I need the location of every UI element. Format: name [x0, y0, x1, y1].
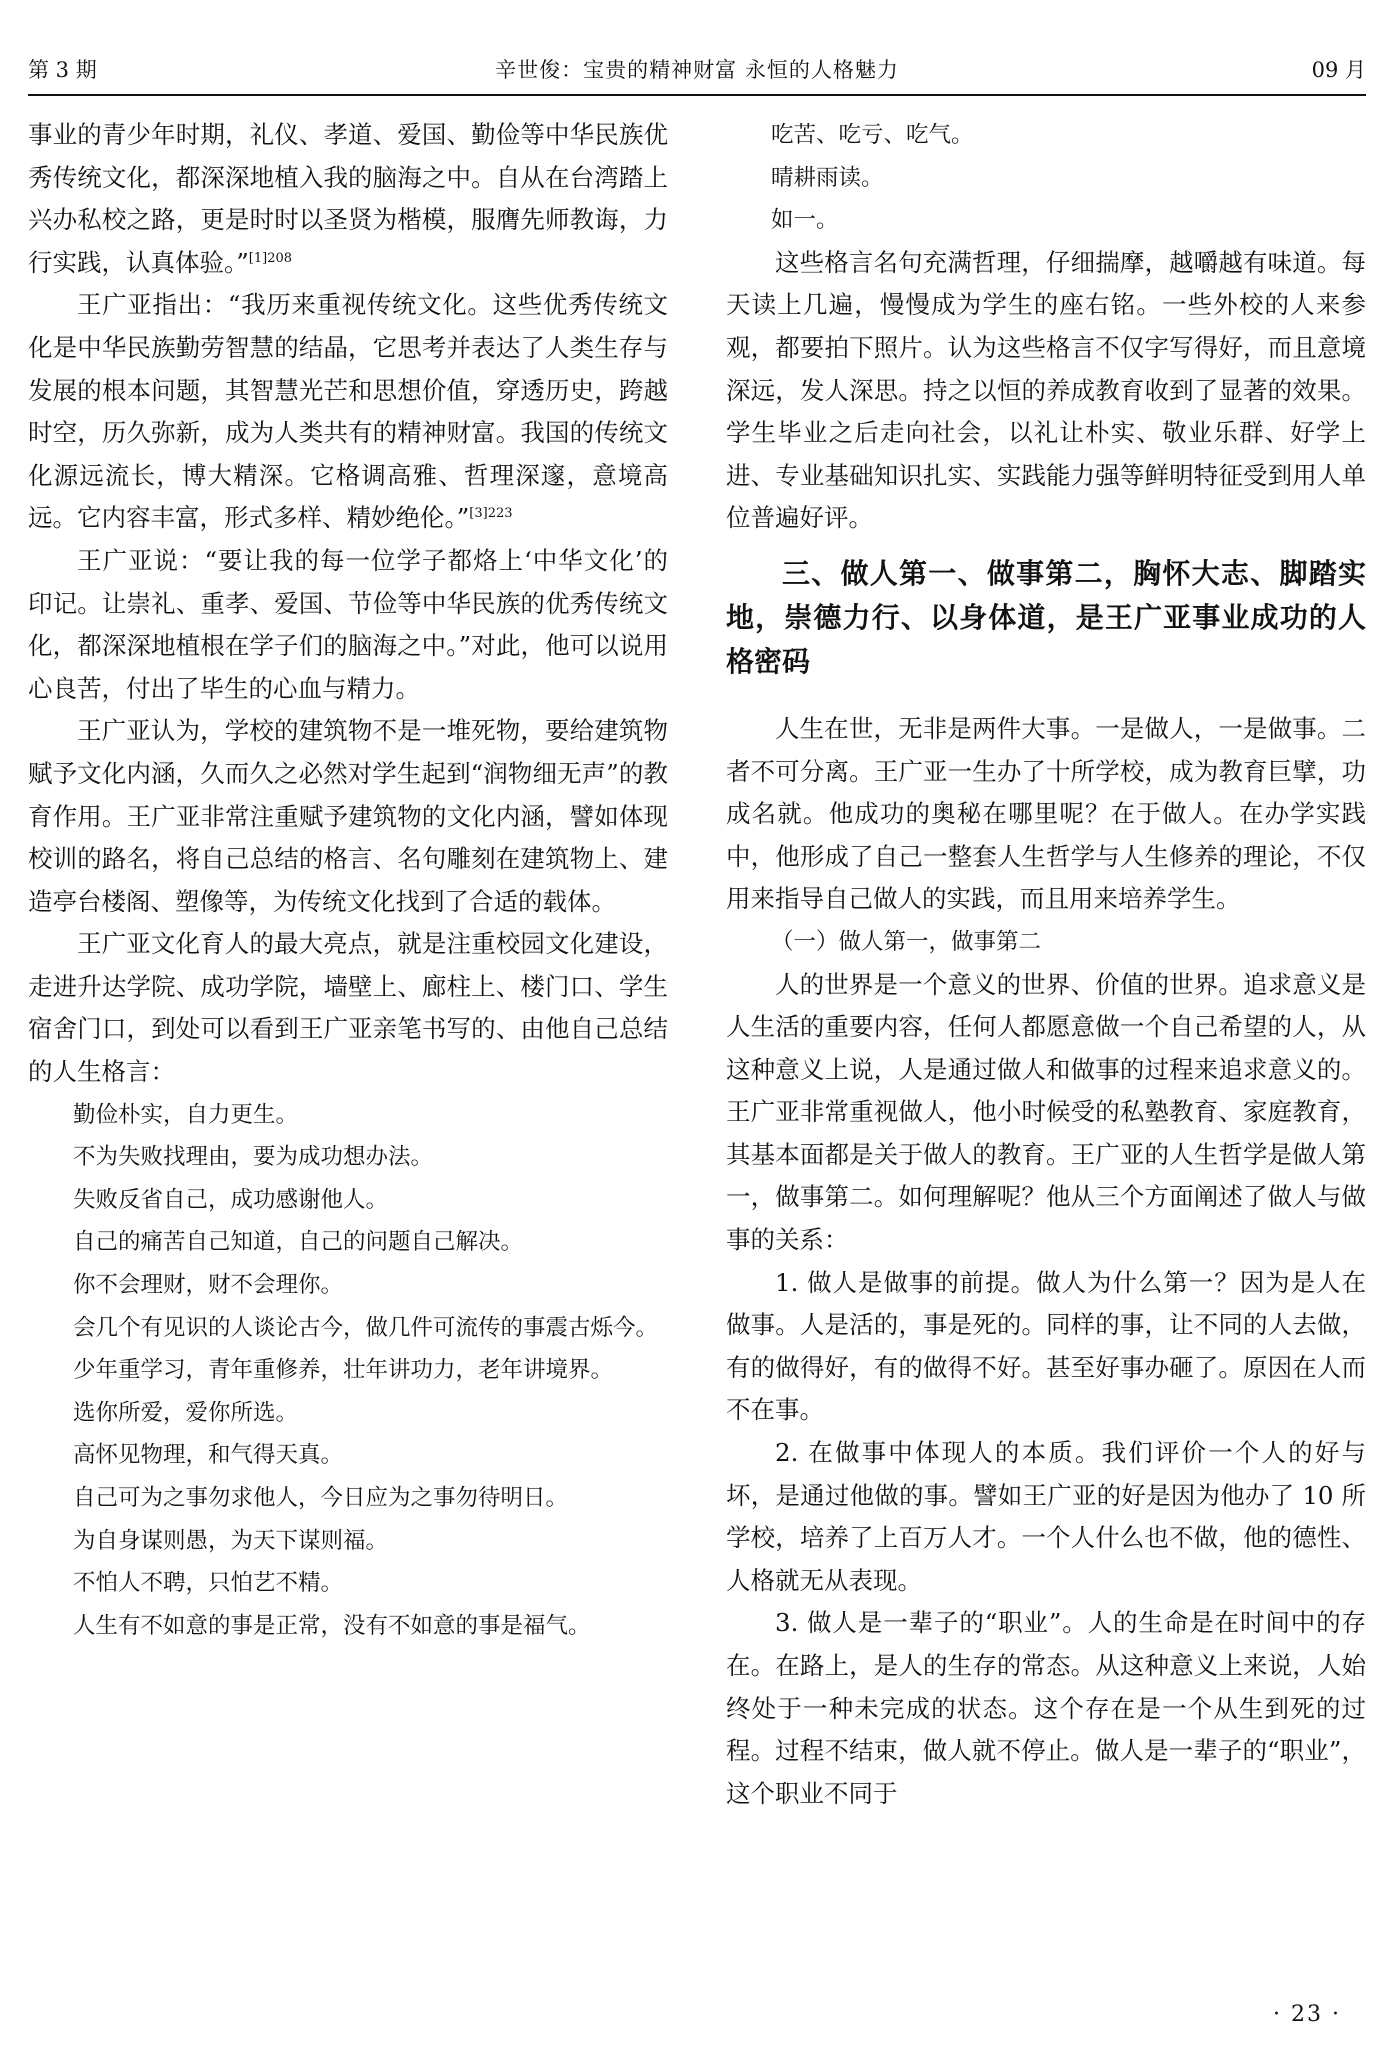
running-header [28, 48, 1366, 96]
motto: 人生有不如意的事是正常，没有不如意的事是福气。 [73, 1612, 591, 1639]
motto: 你不会理财，财不会理你。 [73, 1272, 344, 1299]
motto: 勤俭朴实，自力更生。 [73, 1101, 299, 1128]
paragraph: 人生在世，无非是两件大事。一是做人，一是做事。二者不可分离。王广亚一生办了十所学校，成为教育巨擘，功成名就。他成功的奥秘在哪里呢？在于做人。在办学实践中，他形成了自己一整套人生哲学与人生修养的理论，不仅用来指导自己做人的实践，而且用来培养学生。 [726, 713, 1366, 914]
section-heading: 三、做人第一、做事第二，胸怀大志、脚踏实地，崇德力行、以身体道，是王广亚事业成功的人格密码 [726, 556, 1366, 678]
paragraph: 事业的青少年时期，礼仪、孝道、爱国、勤俭等中华民族优秀传统文化，都深深地植入我的脑海之中。自从在台湾踏上兴办私校之路，更是时时以圣贤为楷模，服膺先师教诲，力行实践，认真体验。”$^{[1]208}$ [28, 120, 668, 277]
paragraph: 3. 做人是一辈子的“职业”。人的生命是在时间中的存在。在路上，是人的生存的常态。从这种意义上来说，人始终处于一种未完成的状态。这个存在是一个从生到死的过程。过程不结束，做人就不停止。做人是一辈子的“职业”，这个职业不同于 [726, 1608, 1366, 1808]
citation: [3]223 [469, 506, 513, 522]
paragraph: 人的世界是一个意义的世界、价值的世界。追求意义是人生活的重要内容，任何人都愿意做一个自己希望的人，从这种意义上说，人是通过做人和做事的过程来追求意义的。王广亚非常重视做人，他小时候受的私塾教育、家庭教育，其基本面都是关于做人的教育。王广亚的人生哲学是做人第一，做事第二。如何理解呢？他从三个方面阐述了做人与做事的关系： [726, 969, 1366, 1255]
article-running-title: 辛世俊：宝贵的精神财富 永恒的人格魅力 [495, 58, 899, 82]
paragraph: 1. 做人是做事的前提。做人为什么第一？因为是人在做事。人是活的，事是死的。同样的事，让不同的人去做，有的做得好，有的做得不好。甚至好事办砸了。原因在人而不在事。 [726, 1267, 1366, 1425]
motto: 不怕人不聘，只怕艺不精。 [73, 1570, 344, 1597]
paragraph: 王广亚文化育人的最大亮点，就是注重校园文化建设，走进升达学院、成功学院，墙壁上、廊柱上、楼门口、学生宿舍门口，到处可以看到王广亚亲笔书写的、由他自己总结的人生格言： [28, 929, 668, 1087]
motto: 自己的痛苦自己知道，自己的问题自己解决。 [73, 1229, 524, 1256]
citation: [1]208 [248, 250, 293, 266]
paragraph: 2. 在做事中体现人的本质。我们评价一个人的好与坏，是通过他做的事。譬如王广亚的好是因为他办了 10 所学校，培养了上百万人才。一个人什么也不做，他的德性、人格就无从表现。 [726, 1438, 1366, 1595]
motto: 高怀见物理，和气得天真。 [73, 1442, 344, 1469]
paragraph: 王广亚说：“要让我的每一位学子都烙上‘中华文化’的印记。让崇礼、重孝、爱国、节俭等中华民族的优秀传统文化，都深深地植根在学子们的脑海之中。”对此，他可以说用心良苦，付出了毕生的心血与精力。 [28, 545, 668, 703]
motto: 如一。 [771, 207, 839, 234]
motto: 失败反省自己，成功感谢他人。 [73, 1186, 389, 1213]
issue-label: 第 3 期 [28, 58, 97, 82]
page-number: · 23 · [1273, 2002, 1341, 2027]
paragraph: 王广亚指出：“我历来重视传统文化。这些优秀传统文化是中华民族勤劳智慧的结晶，它思考并表达了人类生存与发展的根本问题，其智慧光芒和思想价值，穿透历史，跨越时空，历久弥新，成为人类共有的精神财富。我国的传统文化源远流长，博大精深。它格调高雅、哲理深邃，意境高远。它内容丰富，形式多样、精妙绝伦。”$^{[3]223}$ [28, 290, 668, 533]
motto: 自己可为之事勿求他人，今日应为之事勿待明日。 [73, 1485, 569, 1511]
motto: 少年重学习，青年重修养，壮年讲功力，老年讲境界。 [73, 1357, 614, 1384]
month-label: 09 月 [1311, 58, 1366, 82]
motto: 会几个有见识的人谈论古今，做几件可流传的事震古烁今。 [73, 1314, 659, 1341]
motto: 选你所爱，爱你所选。 [73, 1399, 299, 1426]
motto: 吃苦、吃亏、吃气。 [771, 122, 974, 148]
left-column [28, 114, 668, 1647]
paragraph: 这些格言名句充满哲理，仔细揣摩，越嚼越有味道。每天读上几遍，慢慢成为学生的座右铭。一些外校的人来参观，都要拍下照片。认为这些格言不仅字写得好，而且意境深远，发人深思。持之以恒的养成教育收到了显著的效果。学生毕业之后走向社会，以礼让朴实、敬业乐群、好学上进、专业基础知识扎实、实践能力强等鲜明特征受到用人单位普遍好评。 [726, 247, 1366, 533]
right-column [726, 114, 1366, 1815]
motto: 晴耕雨读。 [771, 164, 884, 191]
subsection-heading: （一）做人第一，做事第二 [771, 928, 1042, 955]
motto: 为自身谋则愚，为天下谋则福。 [73, 1527, 389, 1554]
paragraph: 王广亚认为，学校的建筑物不是一堆死物，要给建筑物赋予文化内涵，久而久之必然对学生起到“润物细无声”的教育作用。王广亚非常注重赋予建筑物的文化内涵，譬如体现校训的路名，将自己总结的格言、名句雕刻在建筑物上、建造亭台楼阁、塑像等，为传统文化找到了合适的载体。 [28, 716, 668, 916]
motto: 不为失败找理由，要为成功想办法。 [73, 1144, 434, 1171]
